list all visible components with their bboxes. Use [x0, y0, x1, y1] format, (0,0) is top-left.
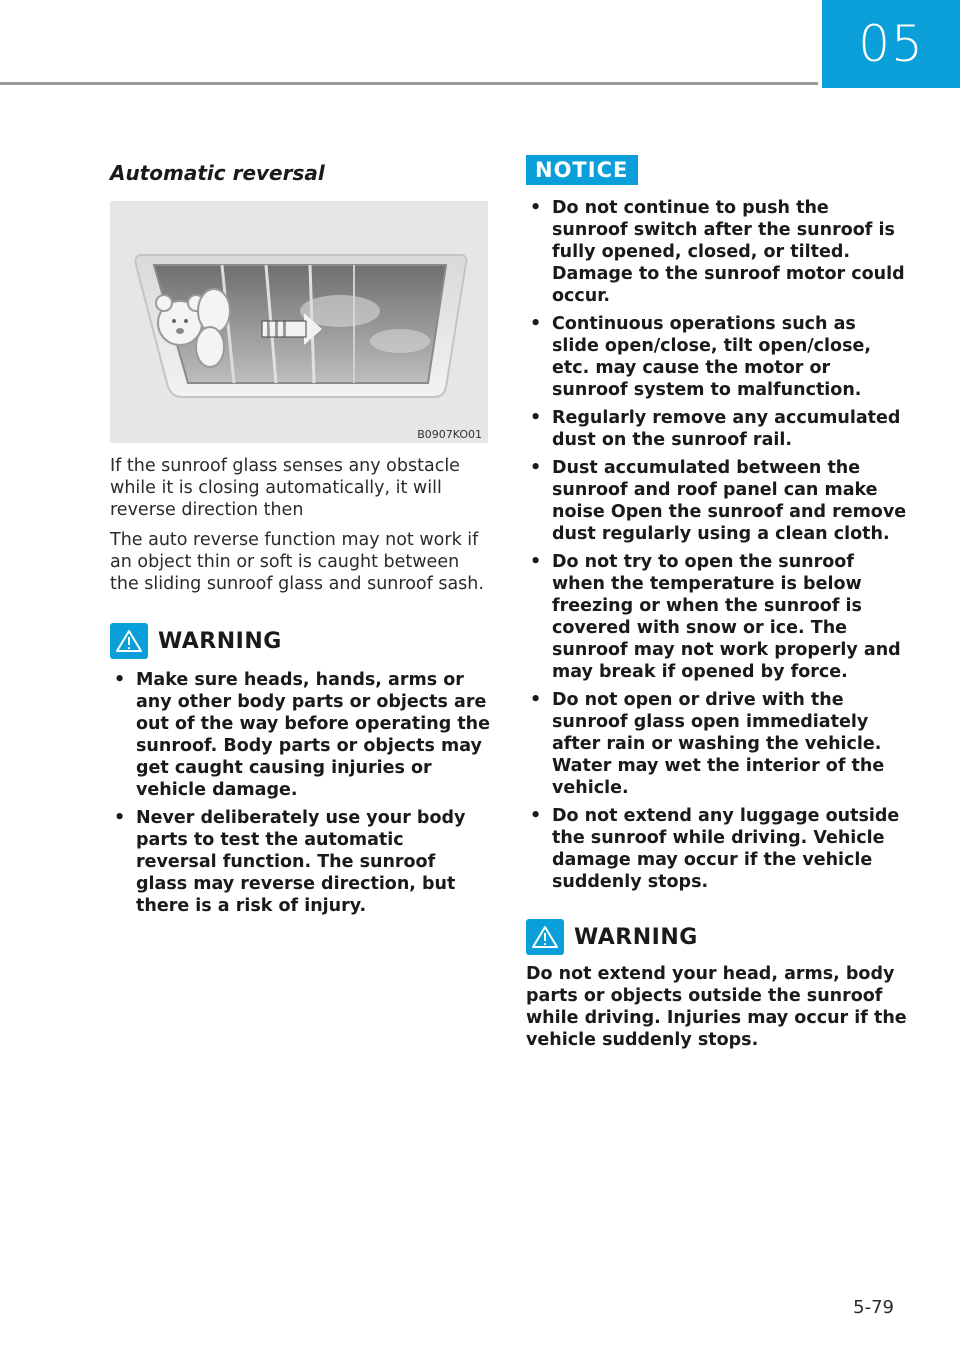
- notice-badge: NOTICE: [526, 155, 638, 185]
- figure-code: B0907KO01: [417, 428, 482, 441]
- paragraph: If the sunroof glass senses any obstacle while it is closing automatically, it will reverse direction then: [110, 456, 460, 520]
- section-title: Automatic reversal: [110, 161, 325, 185]
- warning-triangle-icon: [526, 919, 564, 955]
- page-number: 5-79: [853, 1297, 894, 1318]
- warning-triangle-icon: [110, 623, 148, 659]
- warning-text: Do not extend your head, arms, body parts or objects outside the sunroof while driving. Injuries may occur if the vehicle suddenly stops.: [526, 964, 907, 1050]
- chapter-tab: 05: [822, 0, 960, 88]
- notice-list: [526, 197, 908, 893]
- list-item: • Do not extend any luggage outside the sunroof while driving. Vehicle damage may occur if the vehicle suddenly stops.: [526, 805, 908, 893]
- list-item: • Continuous operations such as slide open/close, tilt open/close, etc. may cause the motor or sunroof system to malfunction.: [526, 313, 908, 401]
- header-rule: [0, 82, 818, 85]
- paragraph: The auto reverse function may not work if an object thin or soft is caught between the sliding sunroof glass and sunroof sash.: [110, 530, 484, 594]
- list-item: • Make sure heads, hands, arms or any other body parts or objects are out of the way before operating the sunroof. Body parts or objects may get caught causing injuries or vehicle damage.: [110, 669, 490, 801]
- left-column: [110, 155, 490, 923]
- list-item: • Do not try to open the sunroof when the temperature is below freezing or when the sunroof is covered with snow or ice. The sunroof may not work properly and may break if opened by force.: [526, 551, 908, 683]
- warning-heading: [526, 919, 908, 955]
- list-item: • Do not open or drive with the sunroof glass open immediately after rain or washing the vehicle. Water may wet the interior of the vehicle.: [526, 689, 908, 799]
- warning-list: [110, 669, 490, 917]
- warning-title: WARNING: [158, 628, 282, 654]
- list-item: • Do not continue to push the sunroof switch after the sunroof is fully opened, closed, or tilted. Damage to the sunroof motor could occur.: [526, 197, 908, 307]
- sunroof-illustration: [110, 201, 488, 443]
- warning-heading: [110, 623, 490, 659]
- list-item: • Regularly remove any accumulated dust on the sunroof rail.: [526, 407, 908, 451]
- list-item: • Never deliberately use your body parts to test the automatic reversal function. The sunroof glass may reverse direction, but there is a risk of injury.: [110, 807, 490, 917]
- right-column: [526, 155, 908, 1051]
- list-item: • Dust accumulated between the sunroof and roof panel can make noise Open the sunroof and remove dust regularly using a clean cloth.: [526, 457, 908, 545]
- warning-title: WARNING: [574, 924, 698, 950]
